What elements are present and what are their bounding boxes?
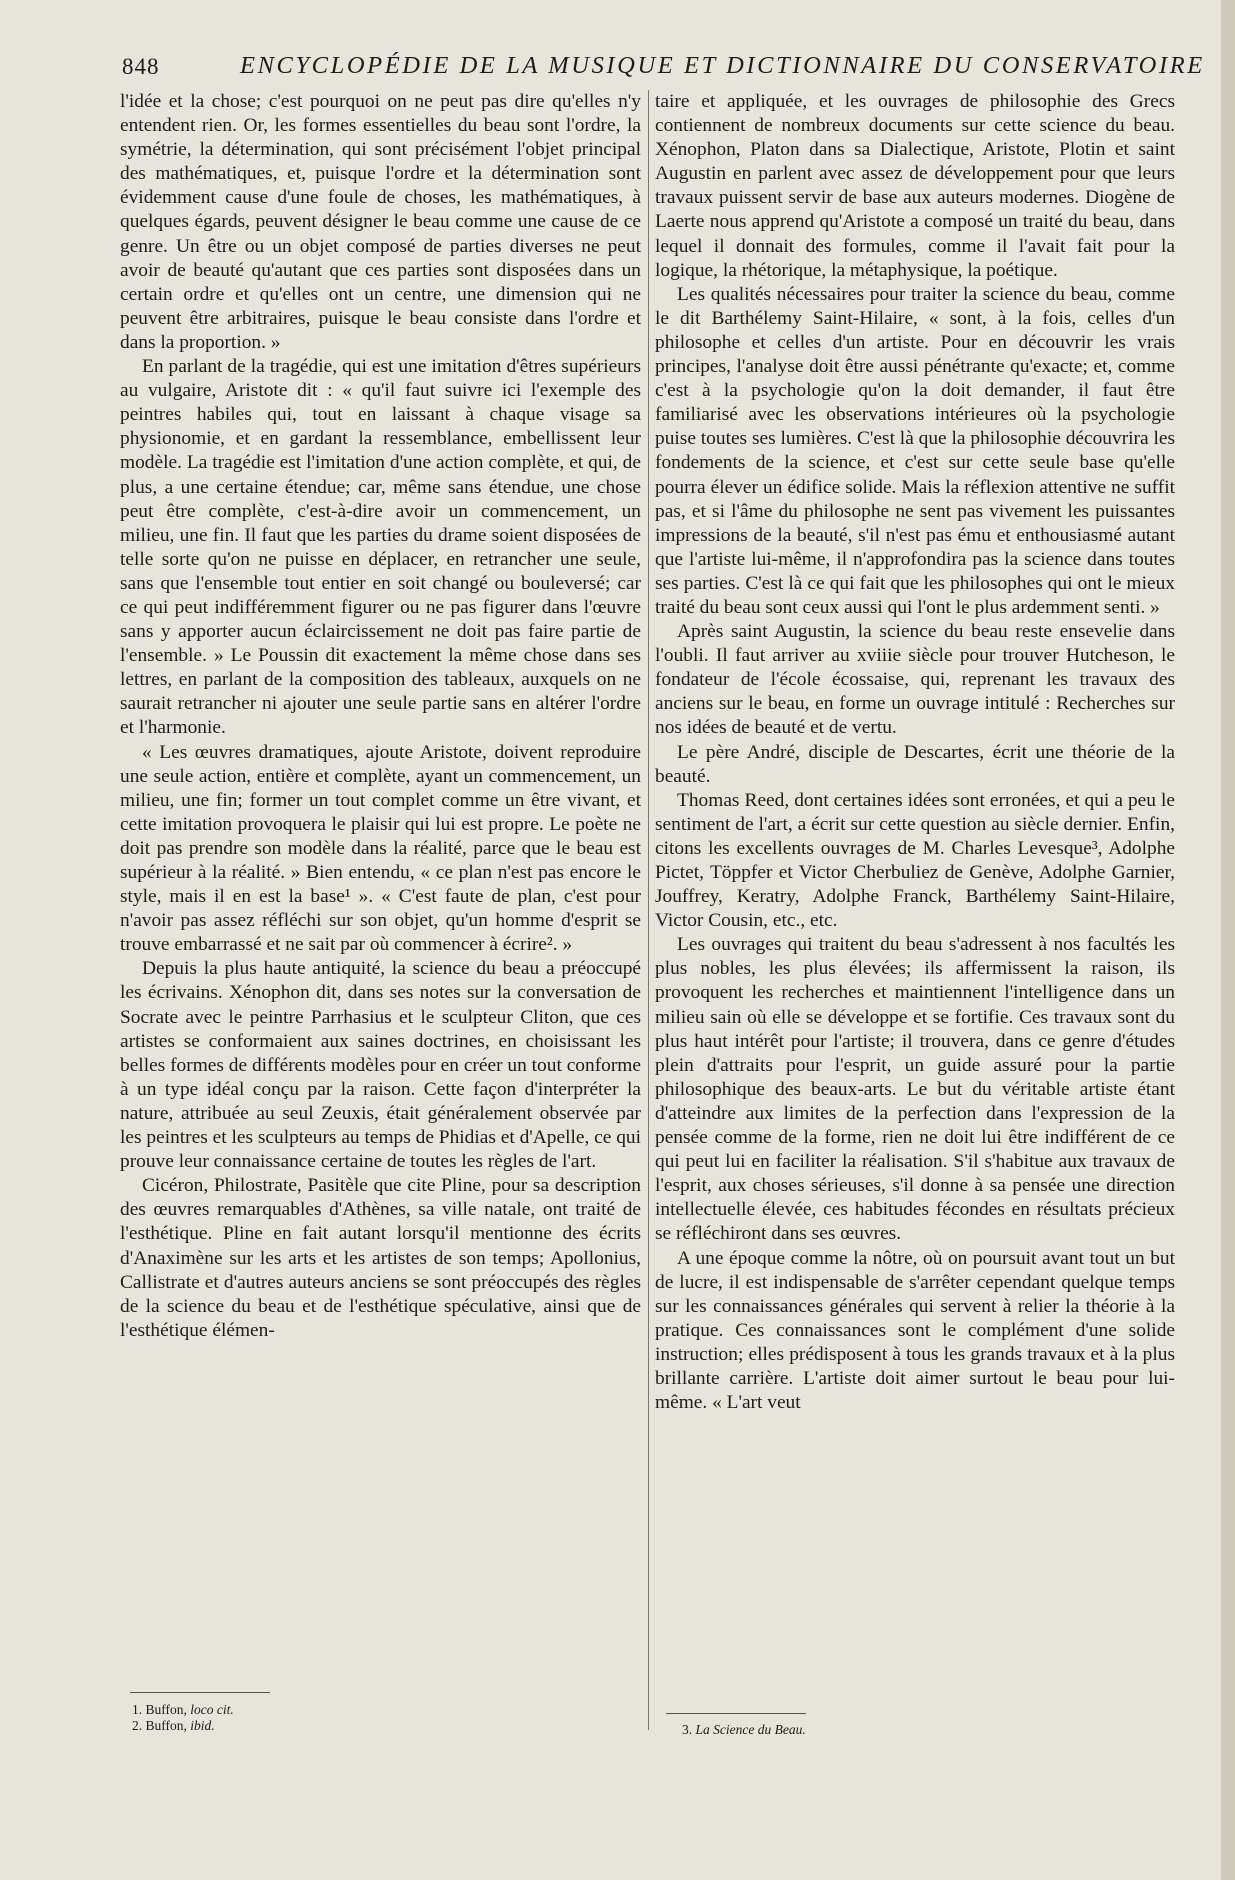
footnote-number: 2.: [132, 1718, 143, 1733]
paragraph: A une époque comme la nôtre, où on poursuit avant tout un but de lucre, il est indispensable de s'arrêter cependant quelque temps sur les connaissances générales qui servent à relier la théorie à la pratique. Ces connaissances sont le complément d'une solide instruction; elles prédisposent à tous les grands travaux et à la plus brillante carrière. L'artiste doit aimer surtout le beau pour lui-même. « L'art veut: [655, 1247, 1175, 1414]
paragraph: Depuis la plus haute antiquité, la science du beau a préoccupé les écrivains. Xénophon dit, dans ses notes sur la conversation de Socrate avec le peintre Parrhasius et le sculpteur Cliton, que ces artistes se conformaient aux saines doctrines, en choisissant les belles formes de différents modèles pour en créer un tout conforme à un type idéal conçu par la raison. Cette façon d'interpréter la nature, attribuée au seul Zeuxis, était généralement observée par les peintres et les sculpteurs au temps de Phidias et d'Apelle, ce qui prouve leur connaissance certaine de toutes les règles de l'art.: [120, 958, 641, 1173]
footnote-number: 1.: [132, 1702, 143, 1717]
paragraph: « Les œuvres dramatiques, ajoute Aristote, doivent reproduire une seule action, entière et complète, ayant un commencement, un milieu, une fin; former un tout complet comme un être vivant, et cette imitation provoquera le plaisir qui lui est propre. Le poète ne doit pas prendre son modèle dans la réalité, parce que le beau est supérieur à la réalité. » Bien entendu, « ce plan n'est pas encore le style, mais il en est la base¹ ». « C'est faute de plan, c'est pour n'avoir pas assez réfléchi sur son objet, qu'un homme d'esprit se trouve embarrassé et ne sait par où commencer à écrire². »: [120, 741, 641, 956]
footnote-ref: ibid.: [190, 1718, 215, 1733]
right-column: [655, 90, 1175, 1415]
paragraph: En parlant de la tragédie, qui est une imitation d'êtres supérieurs au vulgaire, Aristote dit : « qu'il faut suivre ici l'exemple des peintres habiles qui, tout en laissant à chaque visage sa physionomie, et en gardant la ressemblance, embellissent leur modèle. La tragédie est l'imitation d'une action complète, et qui, de plus, a une certaine étendue; car, même sans étendue, une chose peut être complète, c'est-à-dire avoir un commencement, un milieu, une fin. Il faut que les parties du drame soient disposées de telle sorte qu'on ne puisse en déplacer, en retrancher une seule, sans que l'ensemble tout entier en soit changé ou bouleversé; car ce qui peut indifféremment figurer ou ne pas figurer dans l'œuvre sans y apporter aucun éclaircissement ne doit pas faire partie de l'ensemble. » Le Poussin dit exactement la même chose dans ses lettres, en parlant de la composition des tableaux, auxquels on ne saurait retrancher ni ajouter une seule partie sans en altérer l'ordre et l'harmonie.: [120, 356, 641, 739]
paragraph: Cicéron, Philostrate, Pasitèle que cite Pline, pour sa description des œuvres remarquables d'Athènes, sa ville natale, ont traité de l'esthétique. Pline en fait autant lorsqu'il mentionne des écrits d'Anaximène sur les arts et les artistes de son temps; Apollonius, Callistrate et d'autres auteurs anciens se sont préoccupés des règles de la science du beau et de l'esthétique spéculative, ainsi que de l'esthétique élémen-: [120, 1175, 641, 1341]
page-header: [122, 50, 1222, 86]
footnote-author: Buffon,: [145, 1702, 187, 1717]
footnote-author: Buffon,: [145, 1718, 187, 1733]
footnotes-left: [132, 1702, 234, 1734]
footnote: [682, 1722, 806, 1738]
paragraph: Après saint Augustin, la science du beau reste ensevelie dans l'oubli. Il faut arriver au xviiie siècle pour trouver Hutcheson, le fondateur de l'école écossaise, qui, reprenant les travaux des anciens sur le beau, en forme un ouvrage intitulé : Recherches sur nos idées de beauté et de vertu.: [655, 621, 1175, 739]
running-title: ENCYCLOPÉDIE DE LA MUSIQUE ET DICTIONNAIRE DU CONSERVATOIRE: [240, 52, 1205, 79]
page-number: 848: [122, 54, 160, 79]
paragraph: Thomas Reed, dont certaines idées sont erronées, et qui a peu le sentiment de l'art, a écrit sur cette question au siècle dernier. Enfin, citons les excellents ouvrages de M. Charles Levesque³, Adolphe Pictet, Töppfer et Victor Cherbuliez de Genève, Adolphe Garnier, Jouffrey, Keratry, Adolphe Franck, Barthélemy Saint-Hilaire, Victor Cousin, etc., etc.: [655, 789, 1175, 932]
footnote-rule: [130, 1692, 270, 1693]
page-edge: [1221, 0, 1235, 1880]
footnote-ref: La Science du Beau.: [695, 1722, 806, 1737]
paragraph: Les ouvrages qui traitent du beau s'adressent à nos facultés les plus nobles, les plus élevées; ils affermissent la raison, ils provoquent les recherches et maintiennent l'intelligence dans un milieu sain où elle se développe et se fortifie. Ces travaux sont du plus haut intérêt pour l'artiste; il trouvera, dans ce genre d'études plein d'attraits pour l'esprit, un guide assuré pour la partie philosophique des beaux-arts. Le but du véritable artiste étant d'atteindre aux limites de la perfection dans l'expression de la pensée comme de la forme, rien ne doit lui être indifférent de ce qui peut lui en faciliter la réalisation. S'il s'habitue aux travaux de l'esprit, aux choses sérieuses, s'il donne à sa pensée une direction intellectuelle élevée, ces habitudes fécondes en résultats précieux se réfléchiront dans ses œuvres.: [655, 934, 1175, 1245]
footnote: [132, 1718, 234, 1734]
footnote: [132, 1702, 234, 1718]
paragraph: Les qualités nécessaires pour traiter la science du beau, comme le dit Barthélemy Saint-Hilaire, « sont, à la fois, celles d'un philosophe et celles d'un artiste. Pour en découvrir les vrais principes, l'analyse doit être aussi pénétrante qu'exacte; et, comme c'est à la psychologie qu'on la doit demander, il faut être familiarisé avec les observations intérieures où la psychologie puise toutes ses lumières. C'est là que la philosophie découvrira les fondements de la science, et c'est sur cette seule base qu'elle pourra élever un édifice solide. Mais la réflexion attentive ne suffit pas, et si l'âme du philosophe ne sent pas vivement les puissantes impressions de la beauté, s'il n'est pas ému et enthousiasmé autant que l'artiste lui-même, il n'approfondira pas la science dans toutes ses parties. C'est là ce qui fait que les philosophes qui ont le mieux traité du beau sont ceux aussi qui l'ont le plus ardemment senti. »: [655, 283, 1175, 618]
footnotes-right: [682, 1722, 806, 1738]
paragraph: l'idée et la chose; c'est pourquoi on ne peut pas dire qu'elles n'y entendent rien. Or, les formes essentielles du beau sont l'ordre, la symétrie, la détermination, qui sont précisément l'objet principal des mathématiques, et, puisque l'ordre et la détermination sont évidemment cause d'une foule de choses, les mathématiques, à quelques égards, peuvent désigner le beau comme une cause de ce genre. Un être ou un objet composé de parties diverses ne peut avoir de beauté qu'autant que ces parties sont disposées dans un certain ordre et qu'elles ont un centre, une dimension qui ne peuvent être arbitraires, puisque le beau consiste dans l'ordre et dans la proportion. »: [120, 91, 641, 353]
paragraph: Le père André, disciple de Descartes, écrit une théorie de la beauté.: [655, 741, 1175, 787]
footnote-number: 3.: [682, 1722, 693, 1737]
footnote-ref: loco cit.: [190, 1702, 234, 1717]
column-divider: [648, 90, 649, 1730]
left-column: [120, 90, 641, 1343]
paragraph: taire et appliquée, et les ouvrages de philosophie des Grecs contiennent de nombreux documents sur cette science du beau. Xénophon, Platon dans sa Dialectique, Aristote, Plotin et saint Augustin en parlent avec assez de développement pour que leurs travaux puissent servir de base aux auteurs modernes. Diogène de Laerte nous apprend qu'Aristote a composé un traité du beau, dans lequel il donnait des formules, comme il l'avait fait pour la logique, la rhétorique, la métaphysique, la poétique.: [655, 91, 1175, 281]
footnote-rule: [666, 1713, 806, 1714]
